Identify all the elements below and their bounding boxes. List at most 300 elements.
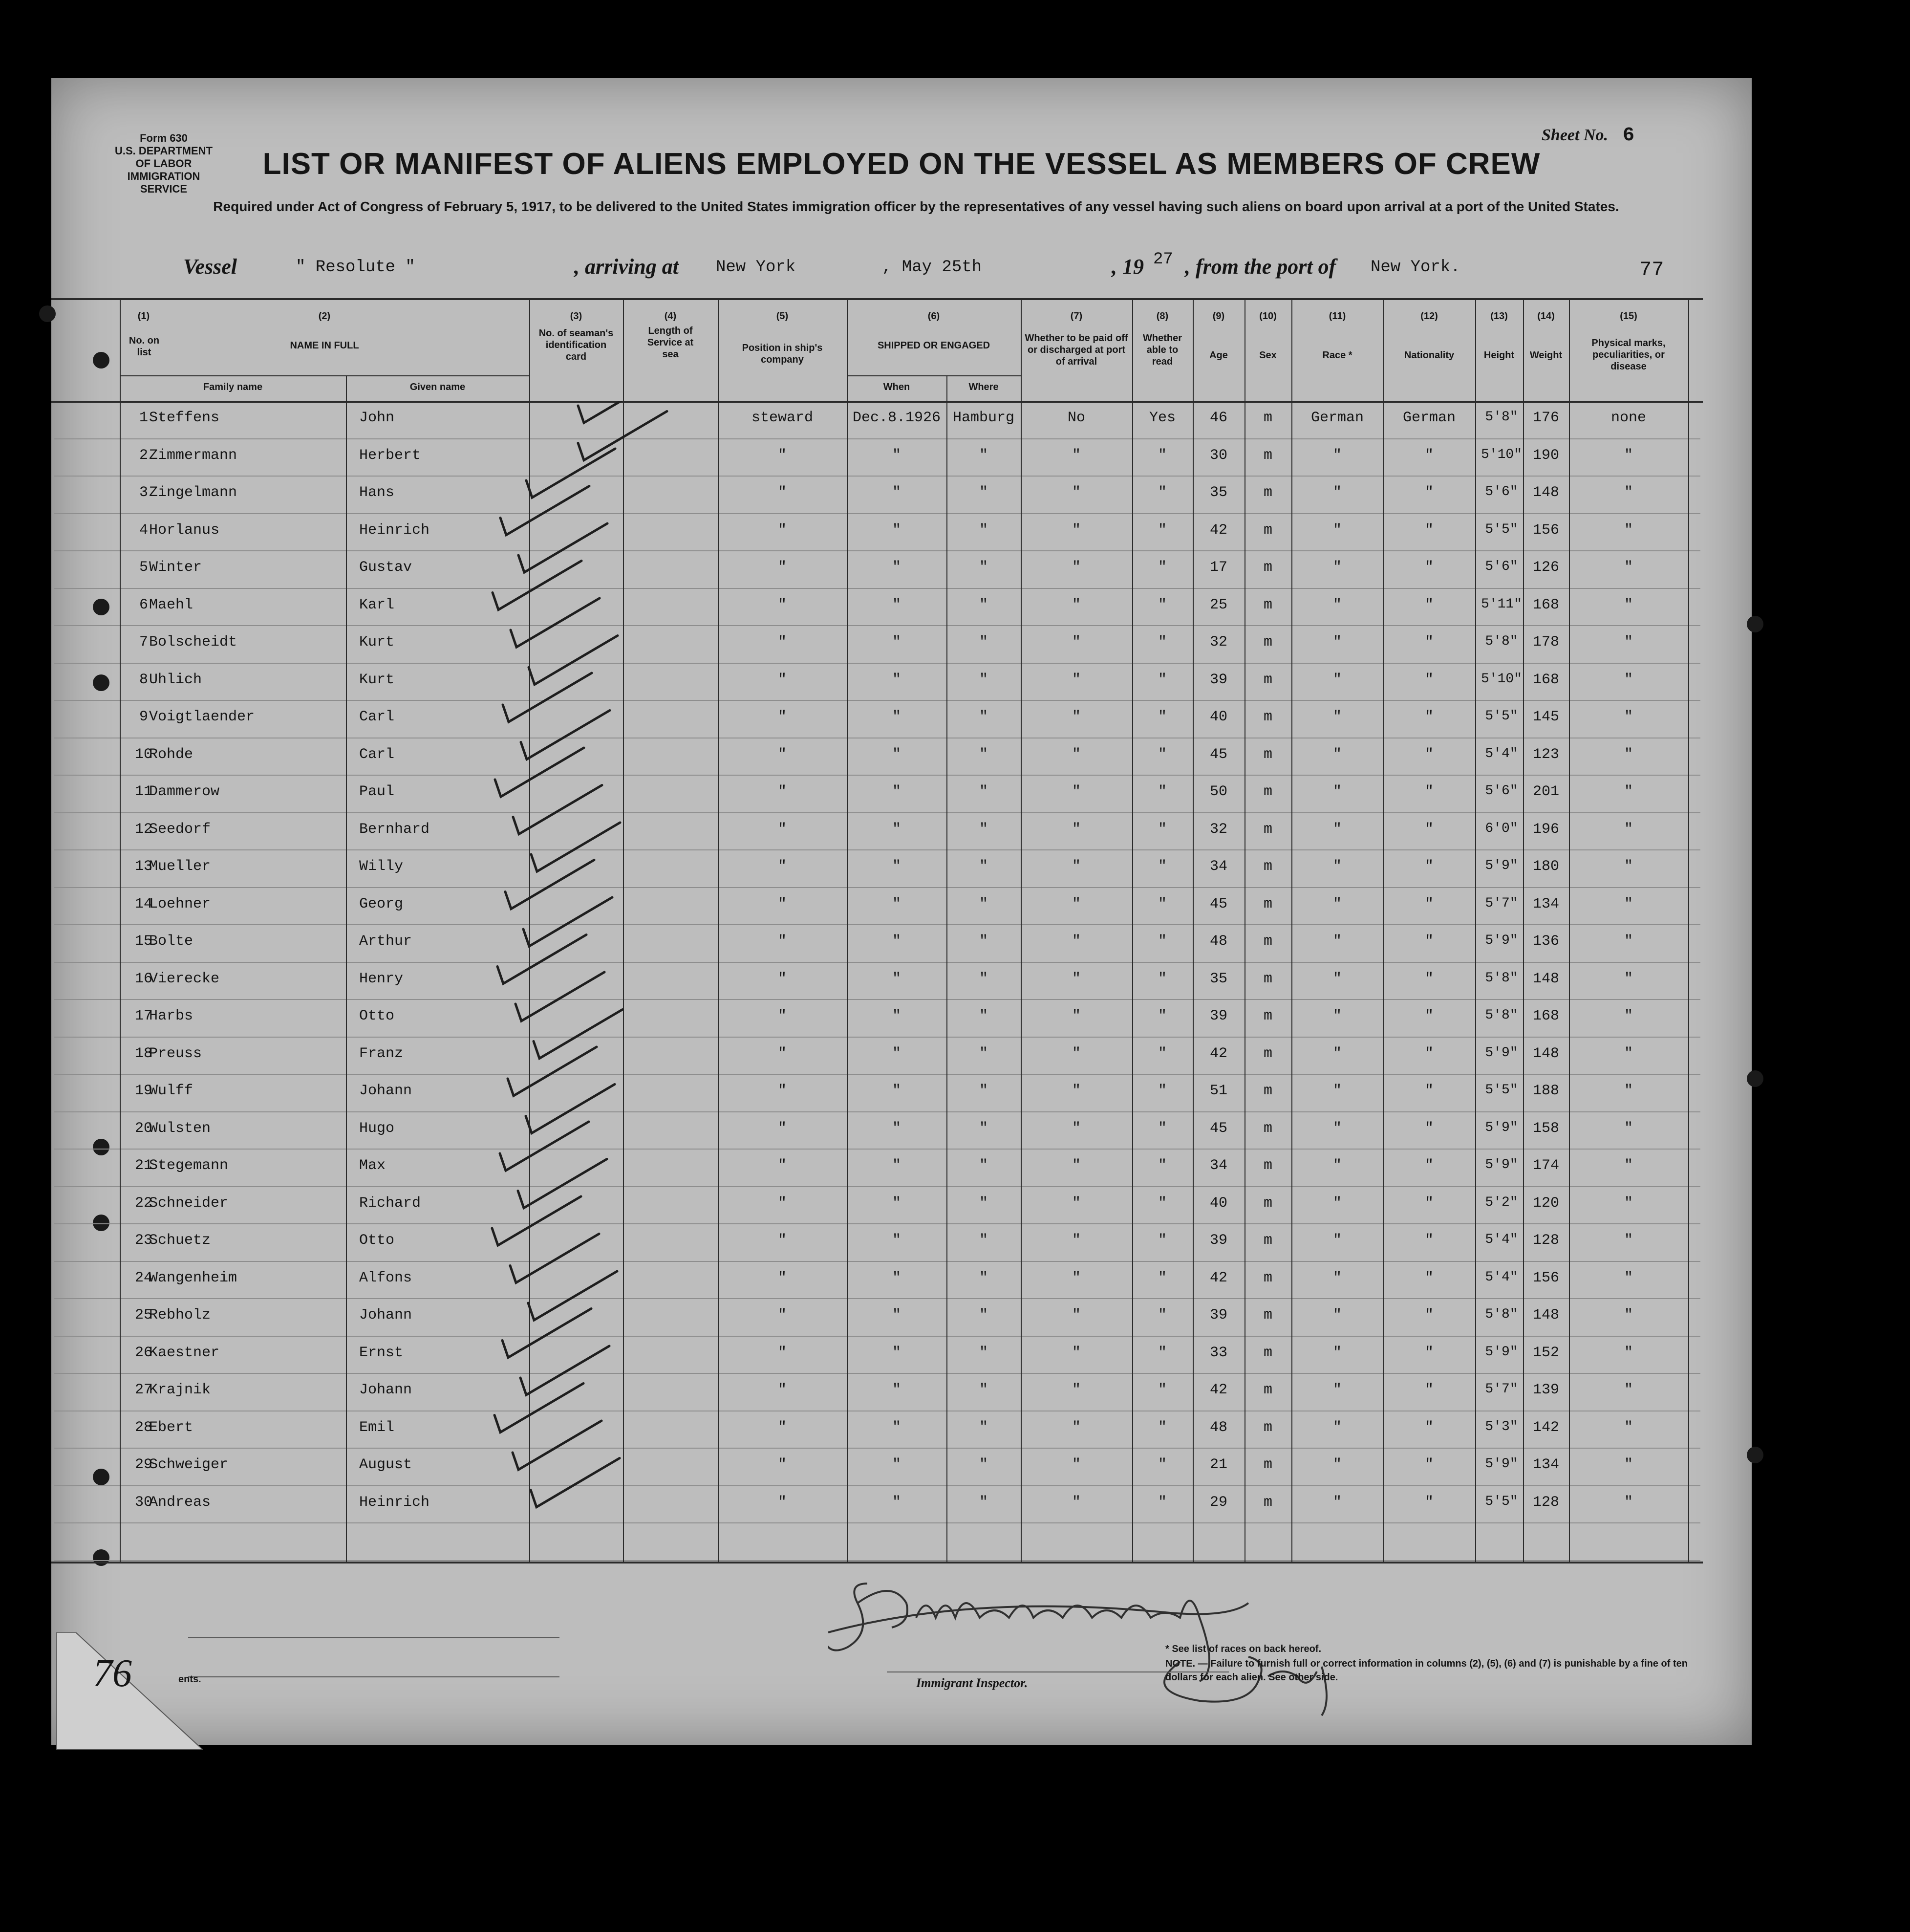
- weight-cell: 158: [1532, 1120, 1559, 1137]
- row-number-cell: 5: [139, 559, 148, 576]
- nationality-cell: ": [1424, 1232, 1434, 1249]
- race-cell: ": [1332, 1456, 1342, 1473]
- sex-cell: m: [1263, 410, 1272, 426]
- col13-header: Height: [1483, 350, 1515, 361]
- shipped-where-cell: ": [979, 1344, 988, 1361]
- race-cell: ": [1332, 709, 1342, 725]
- col7-num: (7): [1070, 311, 1083, 322]
- masters-label: ents.: [178, 1674, 201, 1685]
- physical-marks-cell: ": [1624, 1083, 1633, 1099]
- able-to-read-cell: ": [1158, 933, 1167, 950]
- row-number-cell: 12: [134, 821, 152, 838]
- age-cell: 29: [1209, 1494, 1227, 1511]
- binder-hole: [93, 1139, 109, 1155]
- row-number-cell: 30: [134, 1494, 152, 1511]
- header-bottom-rule: [51, 401, 1703, 403]
- family-name-cell: Wangenheim: [149, 1269, 237, 1286]
- row-rule: [54, 1522, 1700, 1523]
- col5-header: Position in ship's company: [742, 343, 823, 365]
- height-cell: 5'5": [1485, 709, 1518, 724]
- nationality-cell: ": [1424, 634, 1434, 651]
- height-cell: 5'6": [1485, 559, 1518, 574]
- binder-hole: [1747, 1447, 1763, 1463]
- col12-header: Nationality: [1404, 350, 1455, 361]
- weight-cell: 126: [1532, 559, 1559, 576]
- shipped-subheader-rule: [847, 375, 1021, 376]
- sex-cell: m: [1263, 970, 1272, 987]
- age-cell: 42: [1209, 1045, 1227, 1062]
- col14-header: Weight: [1529, 350, 1563, 361]
- race-cell: ": [1332, 970, 1342, 987]
- sex-cell: m: [1263, 858, 1272, 875]
- physical-marks-cell: ": [1624, 596, 1633, 613]
- nationality-cell: ": [1424, 1307, 1434, 1324]
- given-name-cell: Johann: [359, 1307, 412, 1324]
- age-cell: 34: [1209, 858, 1227, 875]
- shipped-when-cell: ": [892, 821, 901, 838]
- given-name-cell: Henry: [359, 970, 404, 987]
- height-cell: 5'9": [1485, 858, 1518, 873]
- race-cell: ": [1332, 821, 1342, 838]
- height-cell: 5'10": [1481, 671, 1522, 687]
- row-number-cell: 19: [134, 1083, 152, 1099]
- weight-cell: 139: [1532, 1382, 1559, 1398]
- position-cell: ": [777, 746, 787, 763]
- shipped-when-cell: ": [892, 1083, 901, 1099]
- check-mark: [529, 636, 618, 685]
- row-rule: [54, 1037, 1700, 1038]
- weight-cell: 148: [1532, 1045, 1559, 1062]
- position-cell: ": [777, 783, 787, 800]
- check-mark: [518, 523, 607, 572]
- year-label: , 19: [1112, 255, 1144, 279]
- form-number: Form 630 U.S. DEPARTMENT OF LABOR IMMIGRATION SERVICE: [114, 132, 213, 195]
- nationality-cell: ": [1424, 1083, 1434, 1099]
- row-rule: [54, 1074, 1700, 1075]
- position-cell: ": [777, 1045, 787, 1062]
- physical-marks-cell: ": [1624, 1382, 1633, 1398]
- paid-off-cell: ": [1072, 1419, 1081, 1436]
- position-cell: ": [777, 1194, 787, 1212]
- paid-off-cell: ": [1072, 596, 1081, 613]
- shipped-where-cell: ": [979, 1120, 988, 1137]
- able-to-read-cell: ": [1158, 1494, 1167, 1511]
- nationality-cell: ": [1424, 596, 1434, 613]
- able-to-read-cell: ": [1158, 1232, 1167, 1249]
- sex-cell: m: [1263, 1008, 1272, 1024]
- given-name-cell: Alfons: [359, 1269, 412, 1286]
- age-cell: 21: [1209, 1456, 1227, 1473]
- shipped-where-cell: ": [979, 1194, 988, 1212]
- row-rule: [54, 663, 1700, 664]
- nationality-cell: ": [1424, 1120, 1434, 1137]
- row-number-cell: 2: [139, 447, 148, 464]
- nationality-cell: ": [1424, 1456, 1434, 1473]
- row-rule: [54, 625, 1700, 626]
- shipped-when-cell: ": [892, 709, 901, 725]
- able-to-read-cell: ": [1158, 783, 1167, 800]
- vessel-name: " Resolute ": [296, 258, 415, 277]
- row-number-cell: 13: [134, 858, 152, 875]
- age-cell: 45: [1209, 746, 1227, 763]
- able-to-read-cell: ": [1158, 521, 1167, 539]
- check-mark: [505, 860, 594, 909]
- col15-num: (15): [1620, 311, 1637, 322]
- physical-marks-cell: ": [1624, 634, 1633, 651]
- race-cell: ": [1332, 1120, 1342, 1137]
- row-number-cell: 29: [134, 1456, 152, 1473]
- sheet-label: Sheet No.: [1542, 126, 1608, 144]
- physical-marks-cell: none: [1610, 410, 1646, 426]
- row-rule: [54, 438, 1700, 439]
- row-number-cell: 23: [134, 1232, 152, 1249]
- family-name-cell: Winter: [149, 559, 202, 576]
- race-cell: ": [1332, 634, 1342, 651]
- arrival-date: , May 25th: [882, 258, 982, 277]
- family-name-cell: Steffens: [149, 410, 220, 426]
- height-cell: 5'6": [1485, 783, 1518, 799]
- handwritten-number: 77: [1639, 258, 1664, 282]
- row-rule: [54, 1149, 1700, 1150]
- family-name-cell: Krajnik: [149, 1382, 211, 1398]
- sex-cell: m: [1263, 709, 1272, 725]
- row-rule: [54, 812, 1700, 813]
- able-to-read-cell: ": [1158, 447, 1167, 464]
- row-number-cell: 10: [134, 746, 152, 763]
- nationality-cell: ": [1424, 895, 1434, 912]
- row-rule: [54, 849, 1700, 850]
- nationality-cell: ": [1424, 1008, 1434, 1024]
- position-cell: ": [777, 1419, 787, 1436]
- shipped-where-cell: ": [979, 1419, 988, 1436]
- paid-off-cell: ": [1072, 1232, 1081, 1249]
- able-to-read-cell: ": [1158, 858, 1167, 875]
- col6-num: (6): [927, 311, 940, 322]
- paid-off-cell: ": [1072, 783, 1081, 800]
- shipped-where-cell: ": [979, 1083, 988, 1099]
- row-number-cell: 1: [139, 410, 148, 426]
- height-cell: 5'5": [1485, 1494, 1518, 1509]
- row-rule: [54, 999, 1700, 1000]
- family-name-cell: Wulsten: [149, 1120, 211, 1137]
- physical-marks-cell: ": [1624, 1344, 1633, 1361]
- age-cell: 42: [1209, 1382, 1227, 1398]
- position-cell: ": [777, 484, 787, 501]
- weight-cell: 123: [1532, 746, 1559, 763]
- family-name-cell: Loehner: [149, 895, 211, 912]
- row-number-cell: 9: [139, 709, 148, 725]
- weight-cell: 142: [1532, 1419, 1559, 1436]
- able-to-read-cell: ": [1158, 484, 1167, 501]
- race-cell: ": [1332, 671, 1342, 688]
- height-cell: 5'5": [1485, 521, 1518, 537]
- race-cell: ": [1332, 1008, 1342, 1024]
- col1-header: No. on list: [129, 335, 160, 358]
- age-cell: 32: [1209, 634, 1227, 651]
- sex-cell: m: [1263, 521, 1272, 539]
- from-port: New York.: [1371, 258, 1460, 277]
- nationality-cell: ": [1424, 1494, 1434, 1511]
- shipped-where-cell: ": [979, 933, 988, 950]
- sex-cell: m: [1263, 559, 1272, 576]
- shipped-when-cell: ": [892, 858, 901, 875]
- physical-marks-cell: ": [1624, 447, 1633, 464]
- given-name-cell: Johann: [359, 1382, 412, 1398]
- family-name-cell: Seedorf: [149, 821, 211, 838]
- paid-off-cell: ": [1072, 970, 1081, 987]
- position-cell: ": [777, 1344, 787, 1361]
- able-to-read-cell: ": [1158, 821, 1167, 838]
- binder-hole: [93, 1215, 109, 1231]
- shipped-where-cell: ": [979, 1307, 988, 1324]
- given-name-cell: Gustav: [359, 559, 412, 576]
- sex-cell: m: [1263, 1307, 1272, 1324]
- physical-marks-cell: ": [1624, 1269, 1633, 1286]
- row-rule: [54, 775, 1700, 776]
- race-cell: ": [1332, 484, 1342, 501]
- given-name-header: Given name: [409, 382, 466, 392]
- row-number-cell: 14: [134, 895, 152, 912]
- shipped-where-cell: ": [979, 1456, 988, 1473]
- family-name-header: Family name: [203, 382, 263, 392]
- race-cell: ": [1332, 933, 1342, 950]
- paid-off-cell: ": [1072, 1120, 1081, 1137]
- height-cell: 5'4": [1485, 746, 1518, 761]
- family-name-cell: Zimmermann: [149, 447, 237, 464]
- check-mark: [510, 1234, 599, 1283]
- shipped-where-cell: ": [979, 783, 988, 800]
- when-header: When: [883, 382, 910, 392]
- paid-off-cell: ": [1072, 933, 1081, 950]
- sex-cell: m: [1263, 1494, 1272, 1511]
- physical-marks-cell: ": [1624, 970, 1633, 987]
- race-cell: ": [1332, 858, 1342, 875]
- check-mark: [494, 1384, 583, 1433]
- shipped-where-cell: ": [979, 970, 988, 987]
- paid-off-cell: ": [1072, 1456, 1081, 1473]
- row-number-cell: 20: [134, 1120, 152, 1137]
- table-bottom-rule: [51, 1562, 1703, 1563]
- age-cell: 42: [1209, 1269, 1227, 1286]
- col6-header: SHIPPED OR ENGAGED: [877, 340, 990, 351]
- height-cell: 5'9": [1485, 1344, 1518, 1360]
- height-cell: 5'9": [1485, 933, 1518, 948]
- weight-cell: 190: [1532, 447, 1559, 464]
- check-mark: [515, 972, 604, 1021]
- height-cell: 5'4": [1485, 1232, 1518, 1247]
- shipped-where-cell: ": [979, 1045, 988, 1062]
- sex-cell: m: [1263, 671, 1272, 688]
- row-number-cell: 25: [134, 1307, 152, 1324]
- height-cell: 5'2": [1485, 1194, 1518, 1210]
- shipped-where-cell: ": [979, 895, 988, 912]
- penalty-note: NOTE. — Failure to furnish full or correct information in columns (2), (5), (6) and (7) is punishable by a fine of ten dollars for each alien. See other side.: [1165, 1658, 1688, 1683]
- age-cell: 42: [1209, 521, 1227, 539]
- sex-cell: m: [1263, 1269, 1272, 1286]
- shipped-when-cell: ": [892, 521, 901, 539]
- age-cell: 35: [1209, 484, 1227, 501]
- physical-marks-cell: ": [1624, 1494, 1633, 1511]
- check-mark: [513, 1421, 601, 1470]
- paid-off-cell: ": [1072, 821, 1081, 838]
- given-name-cell: Ernst: [359, 1344, 404, 1361]
- position-cell: ": [777, 709, 787, 725]
- able-to-read-cell: ": [1158, 1344, 1167, 1361]
- age-cell: 45: [1209, 1120, 1227, 1137]
- sex-cell: m: [1263, 821, 1272, 838]
- sex-cell: m: [1263, 746, 1272, 763]
- physical-marks-cell: ": [1624, 1456, 1633, 1473]
- able-to-read-cell: ": [1158, 1456, 1167, 1473]
- col11-header: Race *: [1322, 350, 1352, 361]
- height-cell: 5'8": [1485, 634, 1518, 649]
- check-mark: [503, 673, 592, 722]
- row-number-cell: 7: [139, 634, 148, 651]
- row-rule: [54, 550, 1700, 551]
- shipped-where-cell: ": [979, 521, 988, 539]
- family-name-cell: Zingelmann: [149, 484, 237, 501]
- paid-off-cell: ": [1072, 1157, 1081, 1174]
- weight-cell: 168: [1532, 1008, 1559, 1024]
- row-rule: [54, 1336, 1700, 1337]
- weight-cell: 148: [1532, 484, 1559, 501]
- family-name-cell: Stegemann: [149, 1157, 229, 1174]
- able-to-read-cell: ": [1158, 1194, 1167, 1212]
- race-cell: ": [1332, 559, 1342, 576]
- row-number-cell: 8: [139, 671, 148, 688]
- physical-marks-cell: ": [1624, 1008, 1633, 1024]
- check-mark: [520, 1346, 609, 1395]
- family-name-cell: Vierecke: [149, 970, 220, 987]
- race-cell: ": [1332, 1083, 1342, 1099]
- row-rule: [54, 1186, 1700, 1187]
- able-to-read-cell: ": [1158, 1008, 1167, 1024]
- position-cell: ": [777, 447, 787, 464]
- age-cell: 35: [1209, 970, 1227, 987]
- physical-marks-cell: ": [1624, 559, 1633, 576]
- shipped-when-cell: ": [892, 1456, 901, 1473]
- col8-num: (8): [1156, 311, 1169, 322]
- paid-off-cell: ": [1072, 1008, 1081, 1024]
- family-name-cell: Bolscheidt: [149, 634, 237, 651]
- able-to-read-cell: ": [1158, 970, 1167, 987]
- shipped-when-cell: ": [892, 1382, 901, 1398]
- row-rule: [54, 962, 1700, 963]
- shipped-when-cell: ": [892, 1120, 901, 1137]
- family-name-cell: Uhlich: [149, 671, 202, 688]
- nationality-cell: ": [1424, 671, 1434, 688]
- check-mark: [518, 1159, 607, 1208]
- sex-cell: m: [1263, 1194, 1272, 1212]
- given-name-cell: Carl: [359, 709, 395, 725]
- paid-off-cell: ": [1072, 1344, 1081, 1361]
- shipped-when-cell: ": [892, 1344, 901, 1361]
- position-cell: ": [777, 634, 787, 651]
- given-name-cell: Franz: [359, 1045, 404, 1062]
- row-rule: [54, 1448, 1700, 1449]
- sex-cell: m: [1263, 1120, 1272, 1137]
- given-name-cell: Karl: [359, 596, 395, 613]
- shipped-when-cell: ": [892, 970, 901, 987]
- family-name-cell: Voigtlaender: [149, 709, 255, 725]
- shipped-where-cell: ": [979, 484, 988, 501]
- paid-off-cell: ": [1072, 895, 1081, 912]
- given-name-cell: Emil: [359, 1419, 395, 1436]
- position-cell: ": [777, 1157, 787, 1174]
- binder-hole: [93, 599, 109, 615]
- shipped-where-cell: ": [979, 1157, 988, 1174]
- given-name-cell: Heinrich: [359, 1494, 430, 1511]
- family-name-cell: Horlanus: [149, 521, 220, 539]
- family-name-cell: Maehl: [149, 596, 193, 613]
- able-to-read-cell: ": [1158, 746, 1167, 763]
- race-note: * See list of races on back hereof.: [1165, 1644, 1322, 1654]
- weight-cell: 180: [1532, 858, 1559, 875]
- col8-header: Whether able to read: [1143, 333, 1182, 367]
- manifest-page: [51, 78, 1752, 1745]
- row-rule: [54, 924, 1700, 925]
- col3-header: No. of seaman's identification card: [538, 328, 614, 362]
- col12-num: (12): [1420, 311, 1438, 322]
- row-number-cell: 24: [134, 1269, 152, 1286]
- weight-cell: 134: [1532, 1456, 1559, 1473]
- shipped-where-cell: ": [979, 746, 988, 763]
- position-cell: ": [777, 1456, 787, 1473]
- where-header: Where: [968, 382, 999, 392]
- age-cell: 40: [1209, 709, 1227, 725]
- given-name-cell: Max: [359, 1157, 386, 1174]
- row-number-cell: 16: [134, 970, 152, 987]
- position-cell: ": [777, 1232, 787, 1249]
- physical-marks-cell: ": [1624, 671, 1633, 688]
- row-rule: [54, 1111, 1700, 1112]
- height-cell: 5'3": [1485, 1419, 1518, 1434]
- given-name-cell: Carl: [359, 746, 395, 763]
- shipped-where-cell: ": [979, 447, 988, 464]
- sex-cell: m: [1263, 783, 1272, 800]
- able-to-read-cell: ": [1158, 559, 1167, 576]
- able-to-read-cell: ": [1158, 1120, 1167, 1137]
- inspector-signature: [828, 1574, 1415, 1720]
- height-cell: 5'5": [1485, 1083, 1518, 1098]
- sheet-number: [1542, 125, 1634, 147]
- row-number-cell: 4: [139, 521, 148, 539]
- corner-number: 76: [93, 1652, 132, 1695]
- physical-marks-cell: ": [1624, 746, 1633, 763]
- age-cell: 45: [1209, 895, 1227, 912]
- height-cell: 5'9": [1485, 1045, 1518, 1061]
- sex-cell: m: [1263, 484, 1272, 501]
- able-to-read-cell: ": [1158, 1083, 1167, 1099]
- able-to-read-cell: Yes: [1149, 410, 1176, 426]
- race-cell: ": [1332, 746, 1342, 763]
- row-rule: [54, 1223, 1700, 1224]
- check-mark: [495, 748, 584, 797]
- family-name-cell: Mueller: [149, 858, 211, 875]
- shipped-when-cell: ": [892, 596, 901, 613]
- nationality-cell: ": [1424, 933, 1434, 950]
- paid-off-cell: ": [1072, 447, 1081, 464]
- row-rule: [54, 1373, 1700, 1374]
- able-to-read-cell: ": [1158, 1269, 1167, 1286]
- sex-cell: m: [1263, 634, 1272, 651]
- shipped-where-cell: ": [979, 671, 988, 688]
- vessel-label: Vessel: [183, 255, 237, 279]
- col13-num: (13): [1490, 311, 1508, 322]
- col9-header: Age: [1209, 350, 1228, 361]
- check-mark: [508, 1047, 597, 1096]
- able-to-read-cell: ": [1158, 596, 1167, 613]
